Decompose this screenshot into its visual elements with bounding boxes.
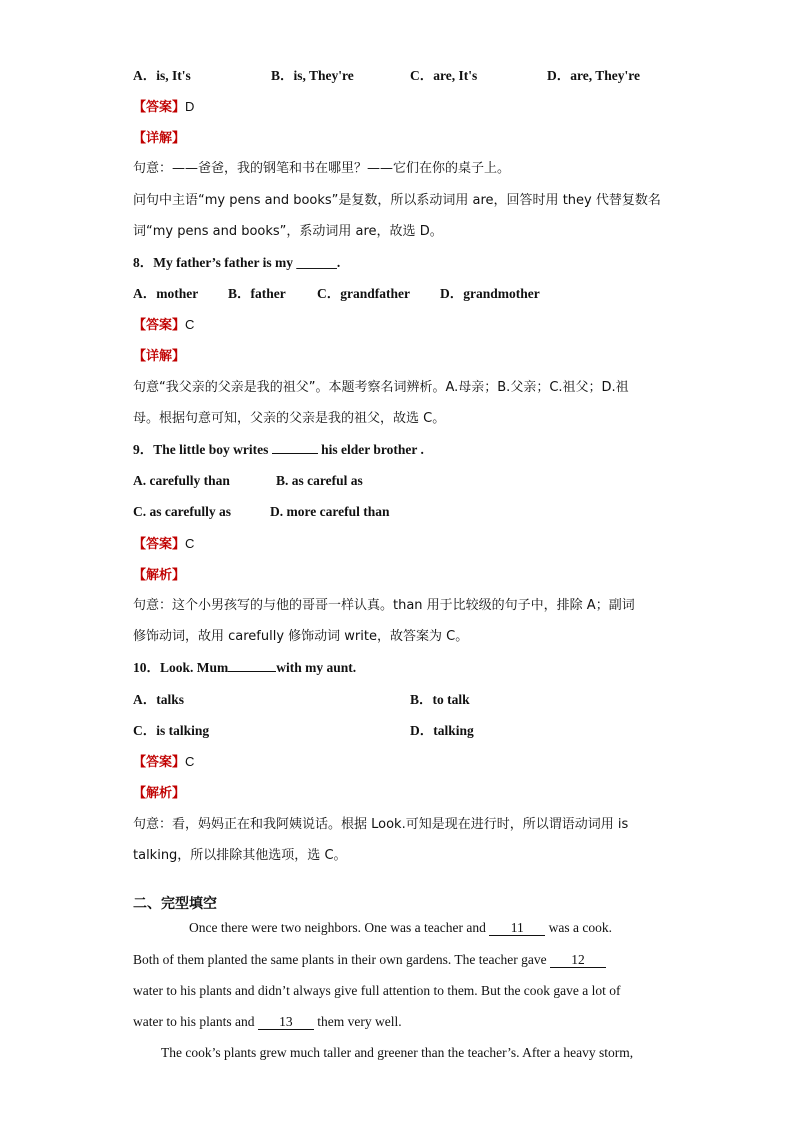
- answer-label: 【答案】: [133, 100, 186, 115]
- passage-line-2: [133, 951, 606, 969]
- q7-explain-2: 问句中主语“my pens and books”是复数，所以系动词用 are，回答时用 they 代替复数名: [133, 193, 661, 208]
- q7-explain-1: 句意：——爸爸，我的钢笔和书在哪里？——它们在你的桌子上。: [133, 161, 511, 176]
- q9-option-b: B. as careful as: [276, 473, 363, 488]
- q9-question-end: his elder brother .: [321, 442, 424, 457]
- passage-line-1: [189, 919, 612, 937]
- q7-option-b: B．is, They're: [271, 68, 354, 83]
- q7-explain-3: 词“my pens and books”，系动词用 are，故选 D。: [133, 224, 443, 239]
- q9-blank: [272, 453, 318, 454]
- detail-label: 【详解】: [133, 349, 186, 364]
- blank-12: 12: [550, 953, 606, 968]
- q8-option-d: D．grandmother: [440, 286, 540, 301]
- passage-line-3: water to his plants and didn’t always give full attention to them. But the cook gave a lot of: [133, 983, 621, 998]
- q8-explain-1: 句意“我父亲的父亲是我的祖父”。本题考察名词辨析。A.母亲；B.父亲；C.祖父；D.祖: [133, 380, 629, 395]
- answer-value: D: [185, 99, 195, 114]
- q7-option-a: A．is, It's: [133, 68, 191, 83]
- passage-line-4: [133, 1013, 402, 1031]
- detail-label: 【解析】: [133, 568, 186, 583]
- q8-option-c: C．grandfather: [317, 286, 410, 301]
- q10-blank: [228, 671, 276, 672]
- q9-detail-label: [133, 566, 185, 585]
- blank-13: 13: [258, 1015, 314, 1030]
- q8-option-a: A．mother: [133, 286, 199, 301]
- q10-question: [133, 659, 356, 677]
- q10-option-a: A．talks: [133, 692, 185, 707]
- passage-text: was a cook.: [548, 920, 612, 935]
- passage-text: them very well.: [317, 1014, 402, 1029]
- section-heading: 二、完型填空: [133, 896, 217, 912]
- q10-explain-2: talking，所以排除其他选项，选 C。: [133, 848, 347, 863]
- passage-text: water to his plants and: [133, 1014, 255, 1029]
- q10-option-b: B．to talk: [410, 692, 470, 707]
- passage-text: Both of them planted the same plants in their own gardens. The teacher gave: [133, 952, 547, 967]
- q7-answer: [133, 98, 194, 117]
- q7-option-c: C．are, It's: [410, 68, 478, 83]
- q9-answer: [133, 535, 194, 554]
- blank-11: 11: [489, 921, 545, 936]
- q10-answer: [133, 753, 194, 772]
- q9-option-c: C. as carefully as: [133, 504, 231, 519]
- passage-text: Once there were two neighbors. One was a teacher and: [189, 920, 486, 935]
- detail-label: 【详解】: [133, 131, 186, 146]
- q10-question-end: with my aunt.: [276, 660, 357, 675]
- q9-explain-1: 句意：这个小男孩写的与他的哥哥一样认真。than 用于比较级的句子中，排除 A；副词: [133, 598, 635, 613]
- q9-option-a: A. carefully than: [133, 473, 230, 488]
- q8-detail-label: [133, 347, 185, 366]
- answer-value: C: [185, 536, 195, 551]
- q9-question-start: 9．The little boy writes: [133, 442, 269, 457]
- q10-detail-label: [133, 784, 185, 803]
- q7-option-d: D．are, They're: [547, 68, 640, 83]
- q10-option-c: C．is talking: [133, 723, 210, 738]
- detail-label: 【解析】: [133, 786, 186, 801]
- answer-value: C: [185, 754, 195, 769]
- answer-label: 【答案】: [133, 755, 186, 770]
- q9-explain-2: 修饰动词，故用 carefully 修饰动词 write，故答案为 C。: [133, 629, 469, 644]
- q9-option-d: D. more careful than: [270, 504, 390, 519]
- answer-value: C: [185, 317, 195, 332]
- q9-question: [133, 441, 424, 459]
- answer-label: 【答案】: [133, 318, 186, 333]
- q8-explain-2: 母。根据句意可知，父亲的父亲是我的祖父，故选 C。: [133, 411, 446, 426]
- q10-explain-1: 句意：看，妈妈正在和我阿姨说话。根据 Look.可知是现在进行时，所以谓语动词用 is: [133, 817, 629, 832]
- q10-option-d: D．talking: [410, 723, 474, 738]
- q7-detail-label: [133, 129, 185, 148]
- q8-answer: [133, 316, 194, 335]
- q8-question: 8．My father’s father is my ______.: [133, 255, 341, 270]
- passage-line-5: The cook’s plants grew much taller and greener than the teacher’s. After a heavy storm,: [161, 1045, 634, 1060]
- q10-question-start: 10．Look. Mum: [133, 660, 229, 675]
- q8-option-b: B．father: [228, 286, 286, 301]
- answer-label: 【答案】: [133, 537, 186, 552]
